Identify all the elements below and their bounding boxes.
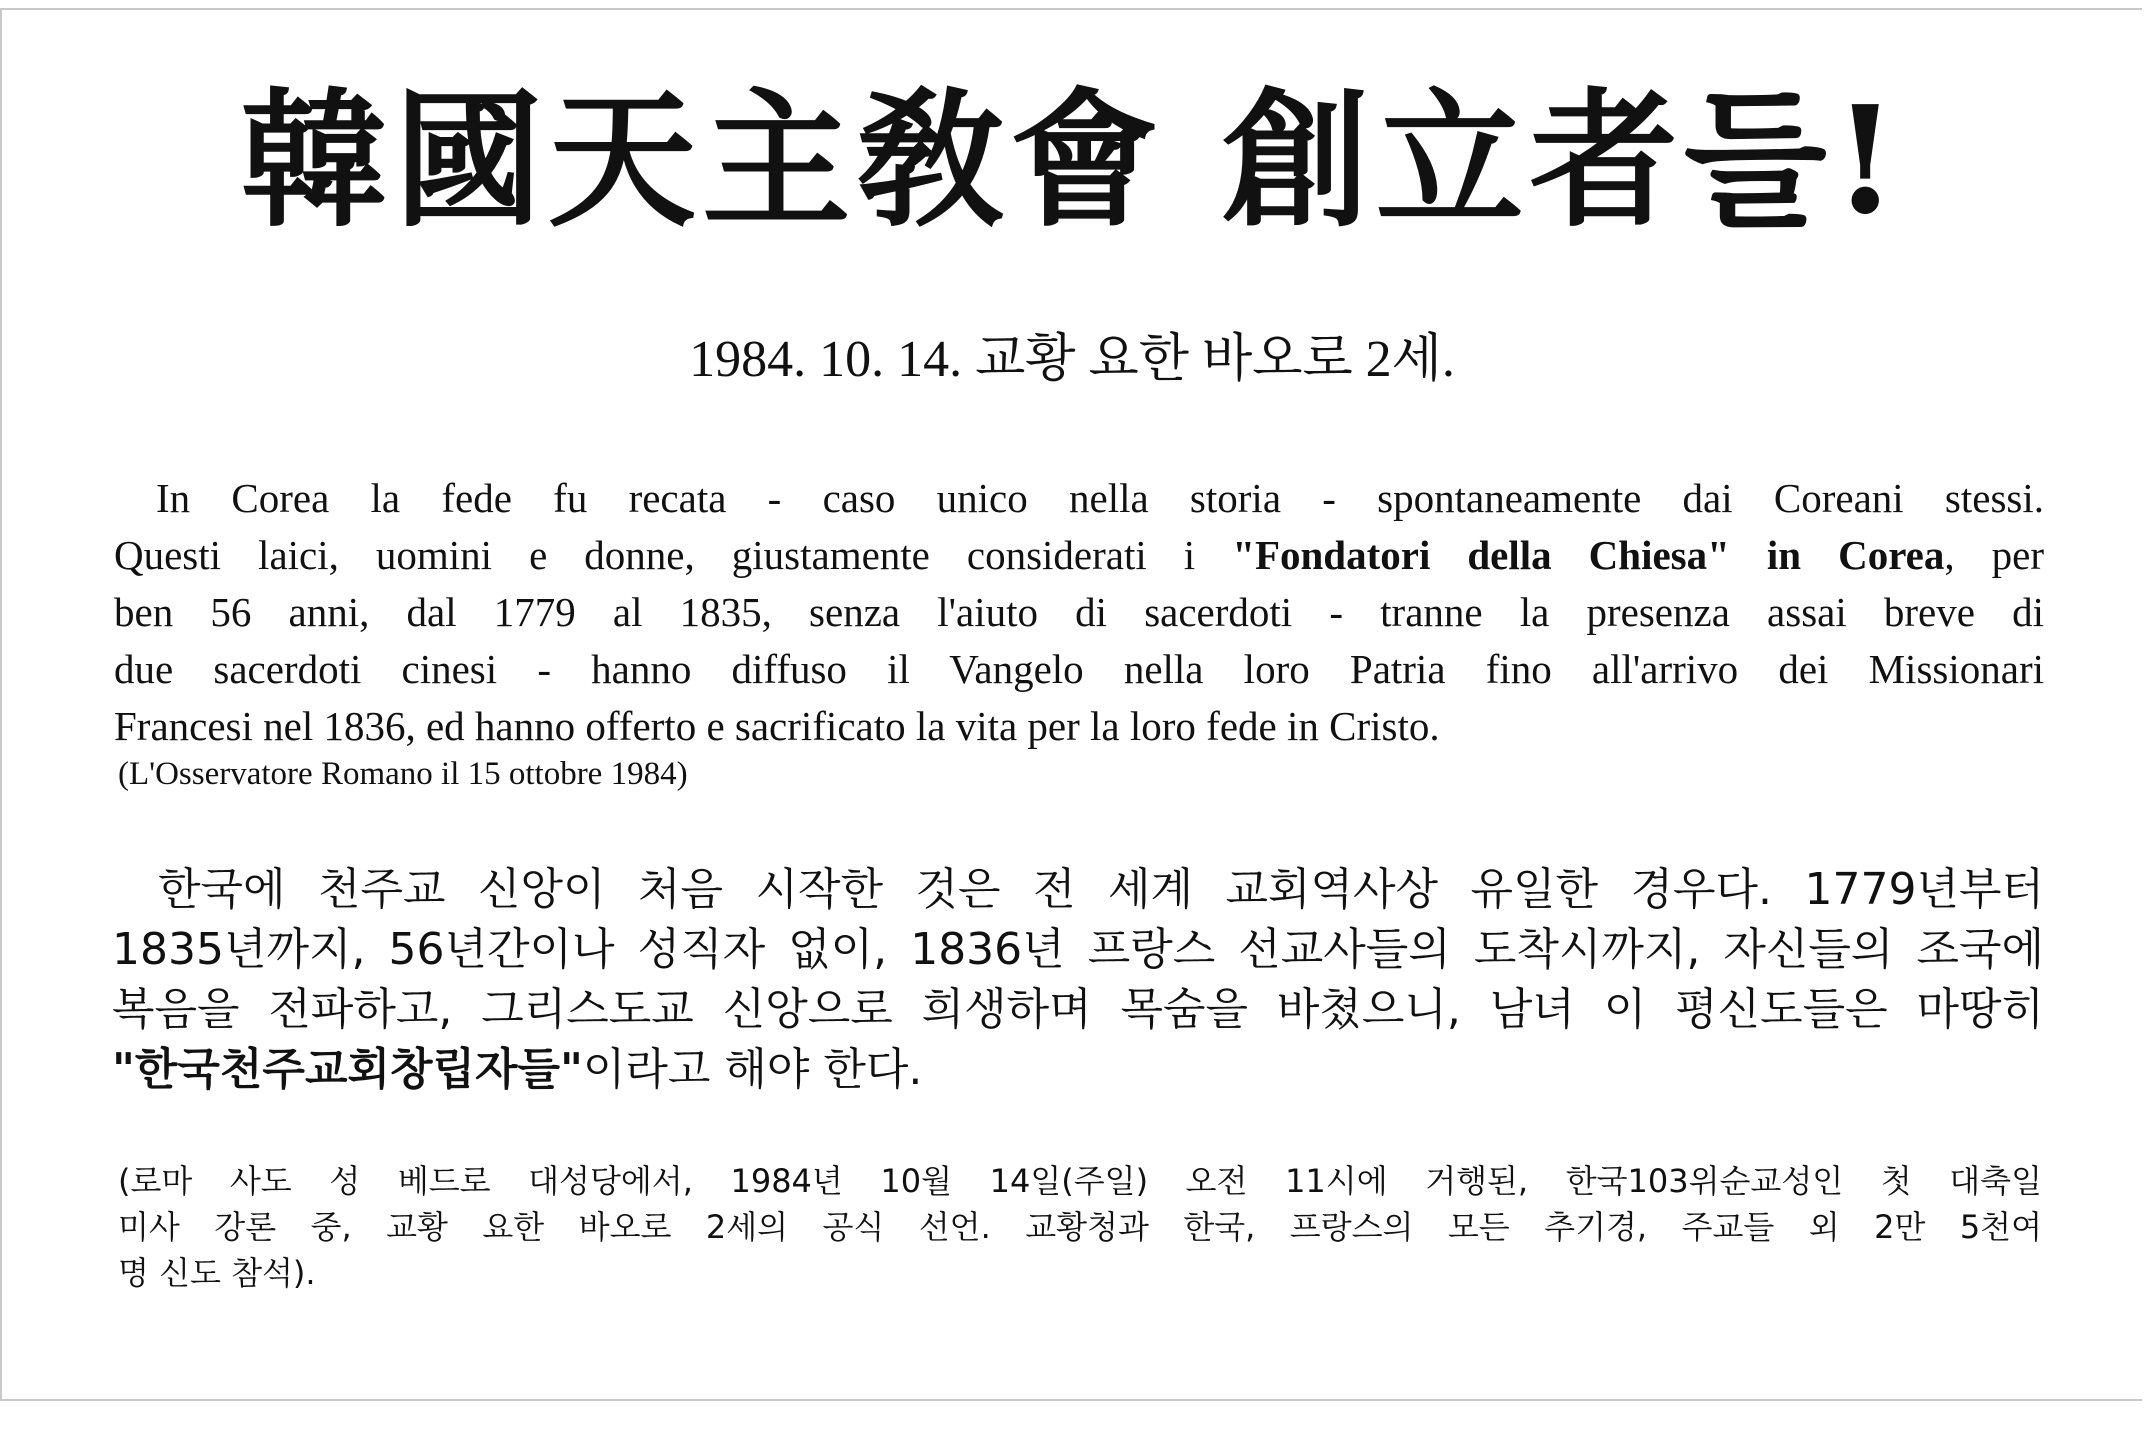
date-line: 1984. 10. 14. 교황 요한 바오로 2세.	[689, 331, 1455, 388]
italian-line-text: Questi laici, uomini e donne, giustamente considerati i	[114, 532, 1196, 578]
korean-note	[118, 1158, 2042, 1296]
note-line: 명 신도 참석).	[118, 1254, 316, 1292]
italian-line: In Corea la fede fu recata - caso unico nella storia - spontaneamente dai Coreani stessi.	[156, 475, 2044, 521]
note-line: 미사 강론 중, 교황 요한 바오로 2세의 공식 선언. 교황청과 한국, 프랑스의 모든 추기경, 주교들 외 2만 5천여	[118, 1208, 2042, 1246]
italian-citation: (L'Osservatore Romano il 15 ottobre 1984)	[118, 756, 688, 792]
italian-line: due sacerdoti cinesi - hanno diffuso il Vangelo nella loro Patria fino all'arrivo dei Missionari	[114, 646, 2044, 692]
italian-line-tail: , per	[1944, 532, 2044, 578]
italian-bold-phrase: "Fondatori della Chiesa" in Corea	[1232, 532, 1945, 578]
italian-paragraph	[114, 470, 2044, 755]
korean-paragraph	[112, 860, 2044, 1100]
korean-line	[112, 1040, 2044, 1100]
korean-line-tail: 이라고 해야 한다.	[582, 1044, 923, 1095]
italian-line	[114, 527, 2044, 584]
note-line: (로마 사도 성 베드로 대성당에서, 1984년 10월 14일(주일) 오전 11시에 거행된, 한국103위순교성인 첫 대축일	[118, 1162, 2042, 1200]
korean-line: 한국에 천주교 신앙이 처음 시작한 것은 전 세계 교회역사상 유일한 경우다. 1779년부터	[158, 864, 2044, 915]
italian-line: ben 56 anni, dal 1779 al 1835, senza l'aiuto di sacerdoti - tranne la presenza assai breve di	[114, 589, 2044, 635]
korean-line: 복음을 전파하고, 그리스도교 신앙으로 희생하며 목숨을 바쳤으니, 남녀 이 평신도들은 마땅히	[112, 984, 2045, 1035]
korean-bold-phrase: "한국천주교회창립자들"	[112, 1044, 583, 1095]
italian-line: Francesi nel 1836, ed hanno offerto e sacrificato la vita per la loro fede in Cristo.	[114, 703, 1440, 749]
korean-line: 1835년까지, 56년간이나 성직자 없이, 1836년 프랑스 선교사들의 도착시까지, 자신들의 조국에	[112, 924, 2044, 975]
page-title: 韓國天主敎會 創立者들!	[240, 73, 1904, 247]
